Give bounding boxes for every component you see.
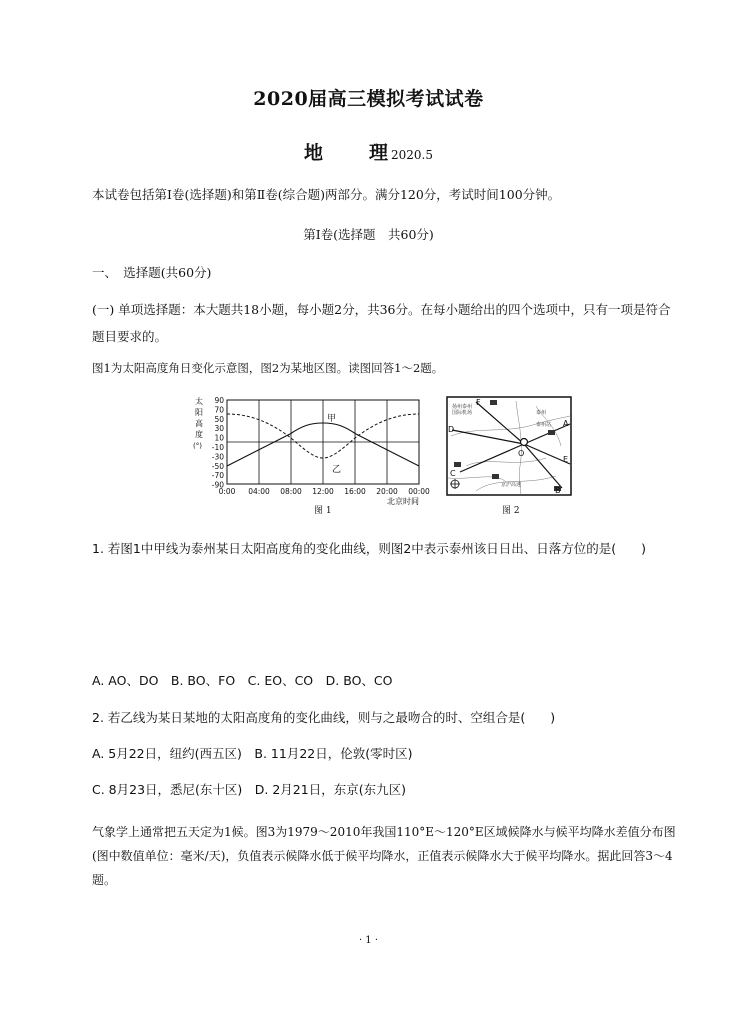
figure-1-caption: 图 1 bbox=[314, 506, 332, 516]
station-icon bbox=[548, 430, 555, 435]
ytick-label: 90 bbox=[214, 396, 224, 405]
part-title: 一、 选择题(共60分) bbox=[92, 265, 212, 280]
place-label: 泰州站 bbox=[536, 422, 552, 428]
point-label-C: C bbox=[450, 469, 456, 478]
label-jia: 甲 bbox=[327, 414, 337, 424]
ytick-label: 10 bbox=[214, 433, 224, 443]
place-label: 国际机场 bbox=[452, 410, 473, 416]
page-number: · 1 · bbox=[358, 935, 379, 946]
subject-char-2: 理 bbox=[369, 142, 389, 164]
xtick-label: 04:00 bbox=[248, 487, 270, 496]
figure-1-chart bbox=[190, 392, 440, 510]
x-axis-label: 北京时间 bbox=[387, 497, 419, 506]
ylabel-char: 阳 bbox=[195, 408, 203, 417]
ytick-label: -90 bbox=[211, 480, 224, 490]
station-icon bbox=[454, 462, 461, 467]
question-2: 2. 若乙线为某日某地的太阳高度角的变化曲线，则与之最吻合的时、空组合是( ) bbox=[92, 710, 556, 725]
point-label-D: D bbox=[448, 425, 455, 434]
single-choice-intro: (一) 单项选择题：本大题共18小题，每小题2分，共36分。在每小题给出的四个选项中，只有一项是符合题目要求的。 bbox=[92, 302, 671, 344]
question-1-options: A. AO、DO B. BO、FO C. EO、CO D. BO、CO bbox=[92, 673, 393, 688]
ytick-label: 30 bbox=[214, 424, 224, 434]
ytick-label: 70 bbox=[214, 405, 224, 415]
xtick-label: 12:00 bbox=[312, 487, 334, 496]
question-2-options-cd: C. 8月23日，悉尼(东十区) D. 2月21日，东京(东九区) bbox=[92, 782, 406, 797]
ytick-label: -10 bbox=[211, 443, 224, 452]
point-label-A: A bbox=[563, 419, 569, 428]
ylabel-char: 度 bbox=[195, 430, 203, 439]
point-label-E: E bbox=[563, 455, 569, 464]
exam-title: 2020届高三模拟考试试卷 bbox=[253, 88, 484, 110]
label-yi: 乙 bbox=[332, 465, 342, 475]
xtick-label: 16:00 bbox=[344, 487, 366, 496]
ylabel-char: 太 bbox=[195, 397, 203, 406]
ytick-label: -50 bbox=[211, 461, 224, 471]
subject-line bbox=[0, 138, 737, 165]
place-label: 扬州泰州 bbox=[452, 404, 473, 410]
ytick-label: -30 bbox=[211, 452, 224, 462]
figure-2-map bbox=[446, 396, 572, 496]
point-label-B: B bbox=[555, 486, 561, 495]
figure-intro: 图1为太阳高度角日变化示意图，图2为某地区图。读图回答1～2题。 bbox=[92, 361, 444, 375]
point-label-F: F bbox=[476, 398, 481, 407]
xtick-label: 0:00 bbox=[218, 487, 236, 496]
ytick-label: 50 bbox=[214, 414, 224, 424]
xtick-label: 08:00 bbox=[280, 487, 302, 496]
station-icon bbox=[492, 474, 499, 479]
ylabel-char: 高 bbox=[195, 419, 203, 428]
exam-date: 2020.5 bbox=[391, 148, 434, 162]
station-icon bbox=[490, 400, 497, 405]
point-label-O: O bbox=[518, 449, 525, 458]
paragraph-questions-3-4: 气象学上通常把五天定为1候。图3为1979～2010年我国110°E～120°E区域候降水与候平均降水差值分布图(图中数值单位：毫米/天)，负值表示候降水低于候平均降水，正值表示候降水大于候平均降水。据此回答3～4题。 bbox=[92, 825, 676, 887]
subject-char-1: 地 bbox=[303, 142, 323, 164]
ytick-label: -70 bbox=[211, 471, 224, 481]
section-header: 第Ⅰ卷(选择题 共60分) bbox=[303, 227, 434, 242]
ylabel-char: (°) bbox=[193, 442, 202, 450]
exam-intro: 本试卷包括第Ⅰ卷(选择题)和第Ⅱ卷(综合题)两部分。满分120分，考试时间100分钟。 bbox=[92, 187, 561, 202]
point-O-marker bbox=[521, 439, 528, 446]
road-label: 京沪高速 bbox=[501, 482, 522, 488]
figure-2-caption: 图 2 bbox=[502, 506, 520, 516]
xtick-label: 00:00 bbox=[408, 487, 430, 496]
place-label: 泰州 bbox=[536, 410, 547, 416]
xtick-label: 20:00 bbox=[376, 487, 398, 496]
question-1: 1. 若图1中甲线为泰州某日太阳高度角的变化曲线，则图2中表示泰州该日日出、日落方位的是( ) bbox=[92, 541, 647, 556]
question-2-options-ab: A. 5月22日，纽约(西五区) B. 11月22日，伦敦(零时区) bbox=[92, 746, 413, 761]
